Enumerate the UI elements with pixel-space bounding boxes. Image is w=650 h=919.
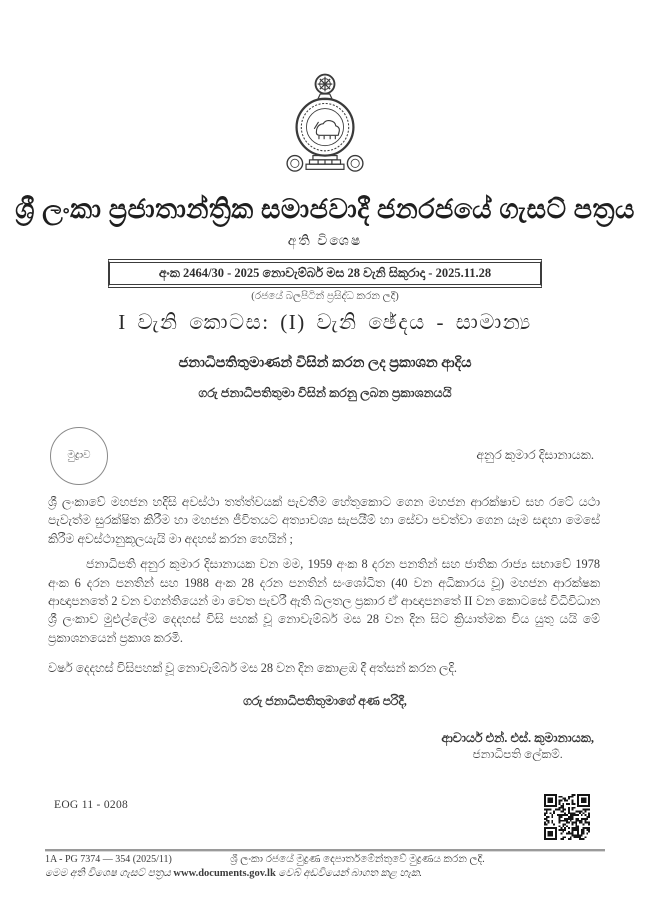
category-heading: ජනාධිපතිතුමාණන් විසින් කරන ලද ප්‍රකාශන ආදිය	[178, 354, 472, 371]
download-note-prefix: මෙම අති විශෙෂ ගැසට් පත්‍රය	[45, 867, 174, 879]
gazette-title: ශ්‍රී ලංකා ප්‍රජාතාන්ත්‍රික සමාජවාදී ජනරජයේ ගැසට් පත්‍රය	[15, 194, 635, 224]
authority-note: (රජයේ බලපිටින් ප්‍රසිද්ධ කරන ලදී)	[251, 290, 399, 302]
doc-code: EOG 11 - 0208	[54, 798, 129, 811]
signatory-name: ආචාර්ය එන්. එස්. කුමානායක,	[441, 730, 594, 745]
part-heading: I වැනි කොටස: (I) වැනි ඡේදය - සාමාන්‍ය	[118, 309, 532, 334]
president-name: අනුර කුමාර දිසානායක.	[476, 448, 594, 463]
print-code: 1A - PG 7374 — 354 (2025/11)	[45, 853, 172, 865]
doc-code-row	[0, 794, 650, 840]
proclamation-paragraph-2: ජනාධිපති අනුර කුමාර දිසානායක වන මම, 1959 අංක 8 දරන පනතින් සහ ජාතික රාජ්‍ය සභාවේ 1978 අංක 6 දරන පනතින් සහ 1988 අංක 28 දරන පනතින් සංශෝධිත (40 වන අධිකාරය වූ) මහජන ආරක්ෂක ආඥාපනතේ 2 වන වගන්තියෙන් මා වෙත පැවරී ඇති බලතල ප්‍රකාර ඒ ආඥාපනතේ II වන කොටසේ විධිවිධාන ශ්‍රී ලංකාව මුළුල්ලේම දෙදහස් විසි පහක් වූ නොවැම්බර් මස 28 වන දින සිට ක්‍රියාත්මක විය යුතු යයි මේ ප්‍රකාශනයෙන් ප්‍රකාශ කරමි.	[48, 557, 600, 645]
qr-code	[544, 794, 590, 840]
section-subheading: ගරු ජනාධිපතිතුමා විසින් කරනු ලබන ප්‍රකාශනයයි	[198, 385, 452, 400]
signature-block	[441, 731, 594, 762]
seal-label: මුද්‍රාව	[67, 449, 91, 461]
proclamation-paragraph-1: ශ්‍රී ලංකාවේ මහජන හදිසි අවස්ථා තත්ත්වයක් පැවතීම හේතුකොට ගෙන මහජන ආරක්ෂාව සහ රටේ යථා පැවැත්ම සුරක්ෂිත කිරීම හා මහජන ජීවිතයට අත්‍යාවශ්‍ය සැපයීම් හා සේවා පවත්වා ගෙන යෑම සඳහා මෙසේ කිරීම අවස්ථානුකූලයැයි මා අදහස් කරන හෙයින් ;	[48, 494, 600, 546]
edition-label: අති විශෙෂ	[287, 233, 363, 249]
signature-row	[0, 731, 650, 762]
signatory-title: ජනාධිපති ලේකම්.	[472, 746, 563, 761]
page-footer	[0, 849, 650, 880]
footer-rule	[45, 849, 605, 852]
issue-number-bar: අංක 2464/30 - 2025 නොවැම්බර් මස 28 වැනි සිකුරාදා - 2025.11.28	[108, 259, 542, 288]
national-emblem-icon	[273, 171, 377, 188]
download-note	[45, 868, 605, 880]
seal-row	[0, 427, 650, 485]
masthead	[0, 0, 650, 189]
seal-placeholder	[50, 427, 108, 485]
order-line: ගරු ජනාධිපතිතුමාගේ අණ පරිදි,	[243, 693, 407, 708]
download-url: www.documents.gov.lk	[173, 867, 276, 879]
download-note-suffix: වෙබ් අඩවියෙන් බාගත කළ හැක.	[275, 867, 423, 879]
printer-line: ශ්‍රී ලංකා රජයේ මුද්‍රණ දෙපාර්තමේන්තුවේ මුද්‍රණය කරන ලදි.	[230, 853, 485, 865]
proclamation-paragraph-3: වර්ෂ දෙදහස් විසිපහක් වූ නොවැම්බර් මස 28 වන දින කොළඹ දී අත්සන් කරන ලදි.	[48, 661, 457, 676]
footer-print-line	[45, 854, 605, 866]
